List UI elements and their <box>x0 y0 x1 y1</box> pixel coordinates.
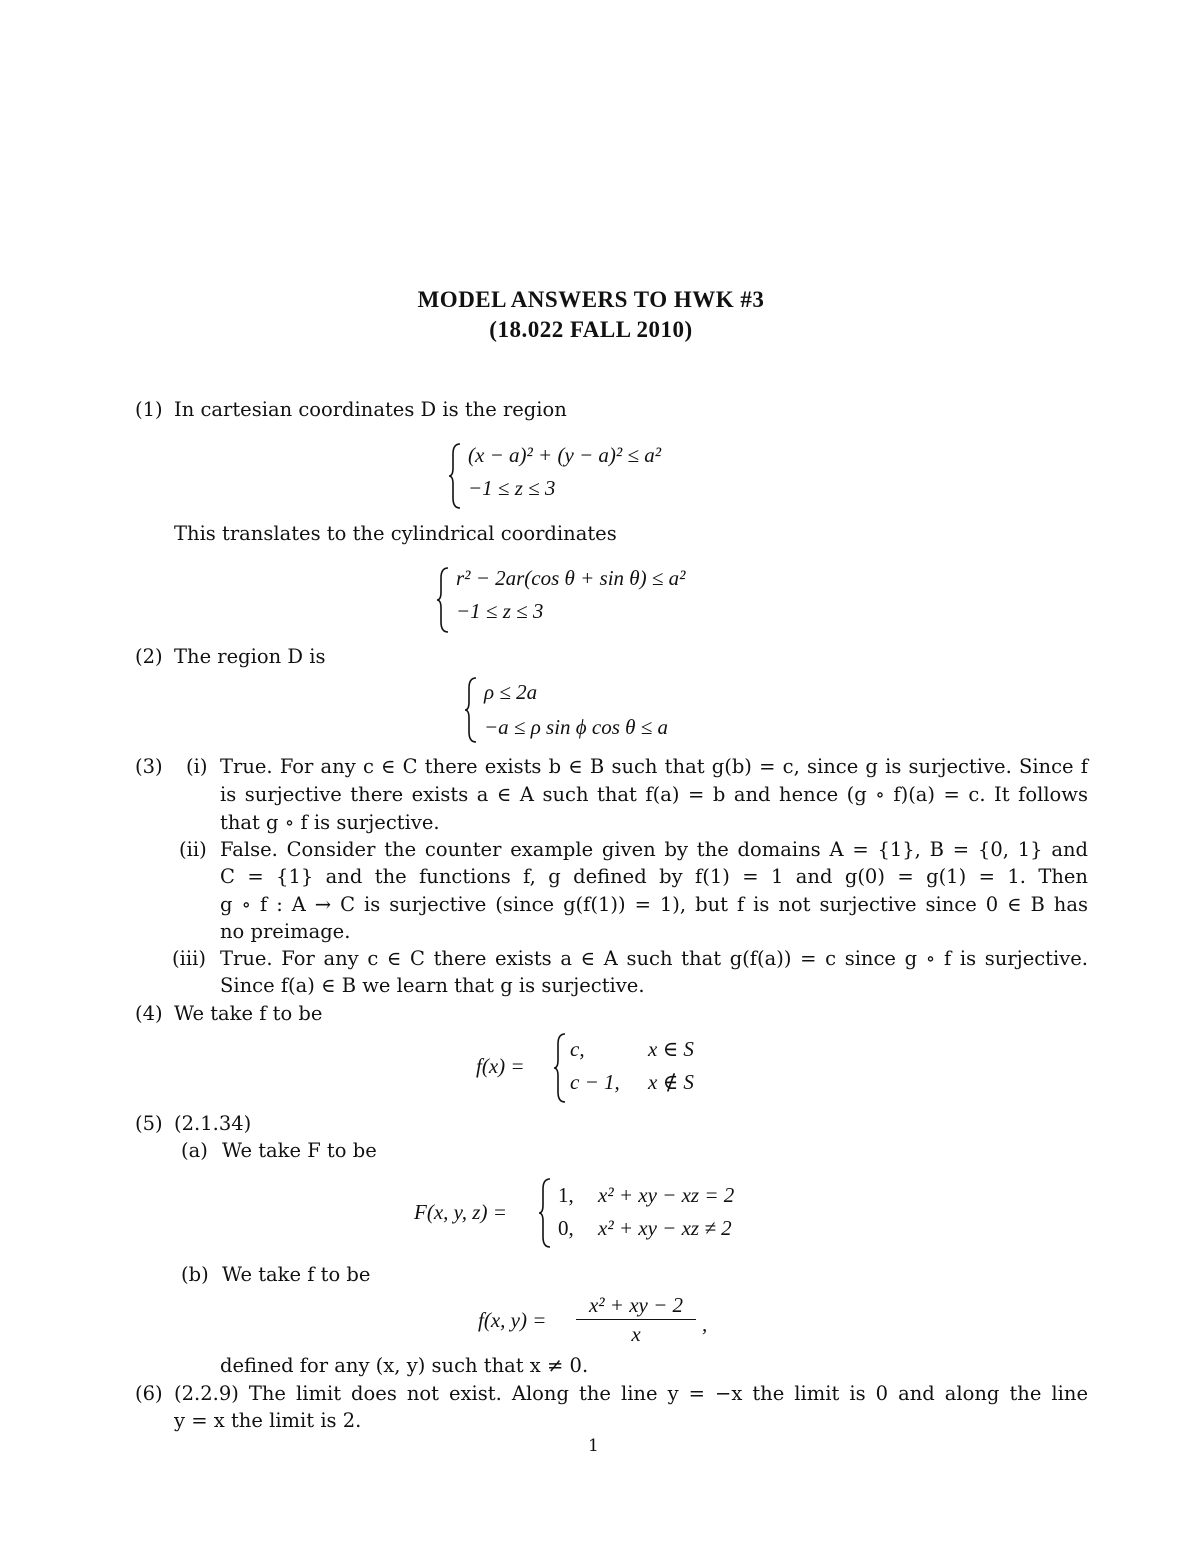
problem-5-a-label: (a) <box>181 1139 208 1162</box>
problem-1-text-2: This translates to the cylindrical coordinates <box>174 522 617 545</box>
page-subtitle: (18.022 FALL 2010) <box>489 317 693 342</box>
problem-4-lhs: f(x) = <box>476 1054 525 1078</box>
problem-3-i-label: (i) <box>186 755 208 778</box>
fraction-comma: , <box>702 1312 708 1336</box>
problem-3-i-line-2: is surjective there exists a ∈ A such that f(a) = b and hence (g ∘ f)(a) = c. It follows <box>220 783 1088 806</box>
problem-6-line-2: y = x the limit is 2. <box>174 1409 362 1432</box>
problem-2-text: The region D is <box>174 645 326 668</box>
problem-5-a-lhs: F(x, y, z) = <box>414 1200 507 1224</box>
problem-3-ii-label: (ii) <box>179 838 207 861</box>
problem-2-system-eq-2: −a ≤ ρ sin ϕ cos θ ≤ a <box>484 715 668 739</box>
page-title: MODEL ANSWERS TO HWK #3 <box>417 287 765 312</box>
fraction-numerator: x² + xy − 2 <box>588 1293 684 1317</box>
problem-4-case-1-condition: x ∈ S <box>648 1037 694 1061</box>
problem-1-number: (1) <box>135 398 163 421</box>
problem-4-case-1-value: c, <box>570 1037 585 1061</box>
left-brace-icon <box>538 1177 552 1249</box>
problem-5-a-case-2-value: 0, <box>558 1216 574 1240</box>
fraction-denominator: x <box>631 1322 641 1346</box>
problem-1-system-2-eq-1: r² − 2ar(cos θ + sin θ) ≤ a² <box>456 566 686 590</box>
problem-3-ii-line-2: C = {1} and the functions f, g defined by f(1) = 1 and g(0) = g(1) = 1. Then <box>220 865 1088 888</box>
left-brace-icon <box>553 1032 567 1104</box>
problem-5-a-case-1-condition: x² + xy − xz = 2 <box>598 1183 735 1207</box>
problem-5-number: (5) <box>135 1112 163 1135</box>
problem-3-iii-label: (iii) <box>172 947 206 970</box>
problem-2-system-eq-1: ρ ≤ 2a <box>484 680 538 704</box>
problem-5-b-label: (b) <box>181 1263 209 1286</box>
problem-6-number: (6) <box>135 1382 163 1405</box>
problem-4-case-2-value: c − 1, <box>570 1070 620 1094</box>
problem-1-system-2-eq-2: −1 ≤ z ≤ 3 <box>456 599 544 623</box>
problem-3-number: (3) <box>135 755 163 778</box>
problem-1-system-1-eq-2: −1 ≤ z ≤ 3 <box>468 476 556 500</box>
fraction-bar <box>576 1319 696 1320</box>
problem-3-i-line-1: True. For any c ∈ C there exists b ∈ B such that g(b) = c, since g is surjective. Since f <box>220 755 1088 778</box>
problem-3-i-line-3: that g ∘ f is surjective. <box>220 811 440 834</box>
problem-5-a-case-1-value: 1, <box>558 1183 574 1207</box>
page-number: 1 <box>588 1436 599 1456</box>
problem-2-number: (2) <box>135 645 163 668</box>
left-brace-icon <box>436 566 450 634</box>
problem-5-b-after: defined for any (x, y) such that x ≠ 0. <box>220 1354 589 1377</box>
problem-5-reference: (2.1.34) <box>174 1112 252 1135</box>
problem-1-text: In cartesian coordinates D is the region <box>174 398 567 421</box>
problem-5-a-case-2-condition: x² + xy − xz ≠ 2 <box>598 1216 732 1240</box>
problem-5-b-lhs: f(x, y) = <box>478 1308 547 1332</box>
fraction <box>574 1293 698 1347</box>
problem-3-iii-line-2: Since f(a) ∈ B we learn that g is surjective. <box>220 974 645 997</box>
problem-4-text: We take f to be <box>174 1002 323 1025</box>
problem-3-ii-line-4: no preimage. <box>220 920 351 943</box>
problem-3-ii-line-3: g ∘ f : A → C is surjective (since g(f(1)) = 1), but f is not surjective since 0 ∈ B has <box>220 893 1088 916</box>
problem-3-iii-line-1: True. For any c ∈ C there exists a ∈ A such that g(f(a)) = c since g ∘ f is surjective. <box>220 947 1088 970</box>
left-brace-icon <box>464 676 478 744</box>
problem-4-case-2-condition: x ∉ S <box>648 1070 694 1094</box>
left-brace-icon <box>448 442 462 510</box>
problem-5-a-text: We take F to be <box>222 1139 377 1162</box>
problem-5-b-text: We take f to be <box>222 1263 371 1286</box>
problem-1-system-1-eq-1: (x − a)² + (y − a)² ≤ a² <box>468 443 662 467</box>
problem-4-number: (4) <box>135 1002 163 1025</box>
problem-3-ii-line-1: False. Consider the counter example given by the domains A = {1}, B = {0, 1} and <box>220 838 1088 861</box>
problem-6-line-1: (2.2.9) The limit does not exist. Along the line y = −x the limit is 0 and along the line <box>174 1382 1088 1405</box>
